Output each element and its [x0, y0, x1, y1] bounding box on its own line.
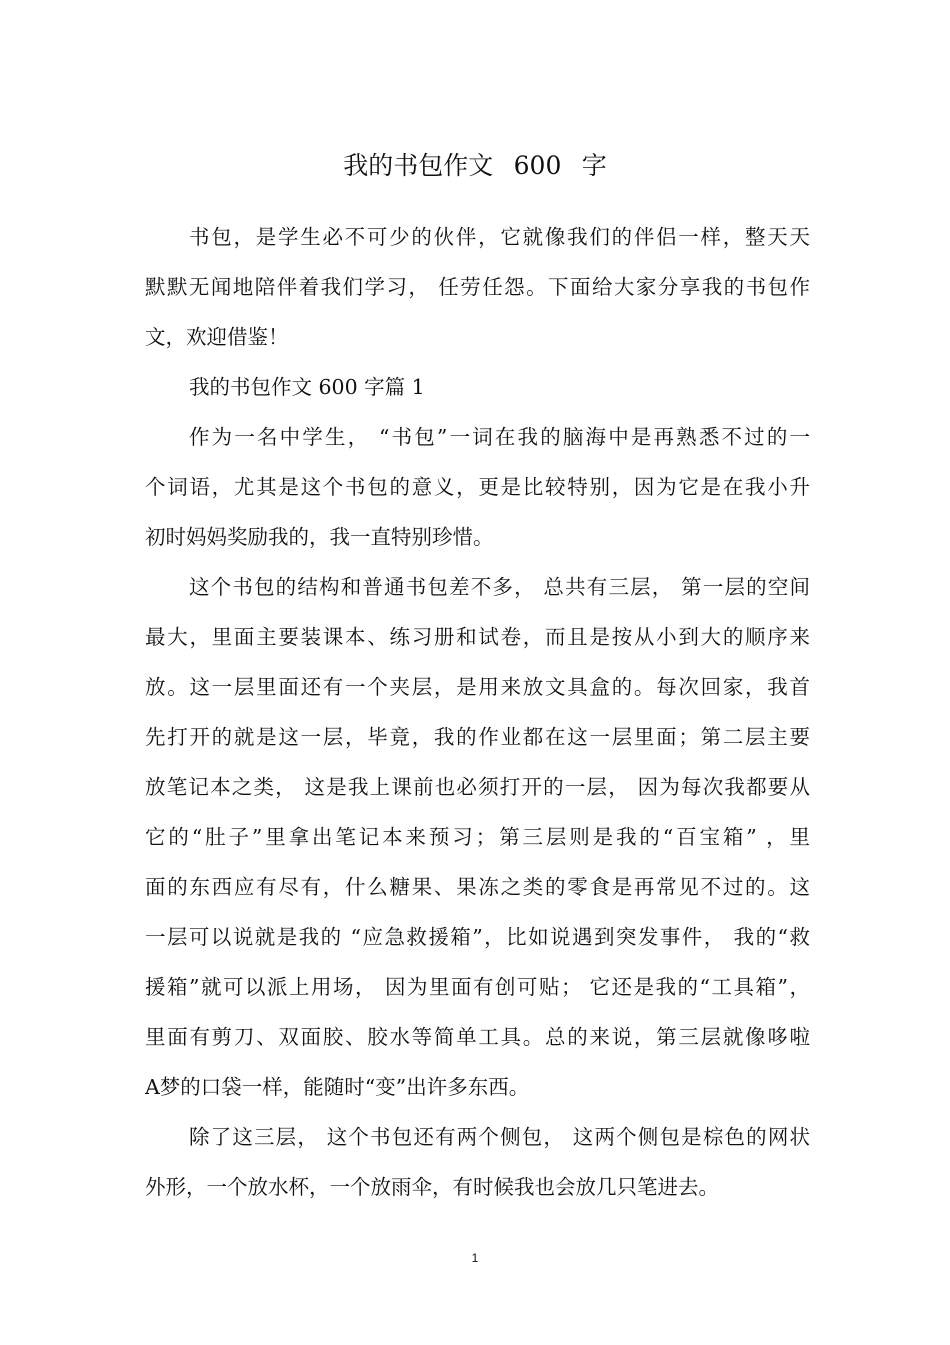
text-line: A梦的口袋一样，能随时“变”出许多东西。 — [145, 1075, 530, 1099]
text-line: 面的东西应有尽有，什么糖果、果冻之类的零食是再常见不过的。这 — [145, 875, 810, 899]
text-line: 它的“肚子”里拿出笔记本来预习；第三层则是我的“百宝箱” ，里 — [145, 825, 810, 849]
text-line: 个词语，尤其是这个书包的意义，更是比较特别，因为它是在我小升 — [145, 475, 810, 499]
text-line: 外形，一个放水杯，一个放雨伞，有时候我也会放几只笔进去。 — [145, 1175, 719, 1199]
text-line: 一层可以说就是我的 “应急救援箱”，比如说遇到突发事件， 我的“救 — [145, 925, 810, 949]
text-line: 援箱”就可以派上用场， 因为里面有创可贴； 它还是我的“工具箱”， — [145, 975, 810, 999]
text-line: 除了这三层， 这个书包还有两个侧包， 这两个侧包是棕色的网状 — [189, 1125, 810, 1149]
text-line: 先打开的就是这一层，毕竟，我的作业都在这一层里面；第二层主要 — [145, 725, 810, 749]
text-line: 我的书包作文 600 字篇 1 — [189, 375, 425, 399]
document-body — [145, 212, 810, 1212]
text-line: 文，欢迎借鉴！ — [145, 325, 289, 349]
text-line: 最大，里面主要装课本、练习册和试卷，而且是按从小到大的顺序来 — [145, 625, 810, 649]
page-number: 1 — [471, 1251, 479, 1265]
text-line: 初时妈妈奖励我的，我一直特别珍惜。 — [145, 525, 494, 549]
text-line: 默默无闻地陪伴着我们学习， 任劳任怨。下面给大家分享我的书包作 — [145, 275, 810, 299]
text-line: 放笔记本之类， 这是我上课前也必须打开的一层， 因为每次我都要从 — [145, 775, 810, 799]
text-line: 这个书包的结构和普通书包差不多， 总共有三层， 第一层的空间 — [189, 575, 810, 599]
text-line: 里面有剪刀、双面胶、胶水等简单工具。总的来说，第三层就像哆啦 — [145, 1025, 810, 1049]
document-title: 我的书包作文 600 字 — [343, 151, 607, 180]
text-line: 放。这一层里面还有一个夹层，是用来放文具盒的。每次回家，我首 — [145, 675, 810, 699]
text-line: 书包，是学生必不可少的伙伴，它就像我们的伴侣一样，整天天 — [189, 225, 810, 249]
text-line: 作为一名中学生， “书包”一词在我的脑海中是再熟悉不过的一 — [189, 425, 810, 449]
